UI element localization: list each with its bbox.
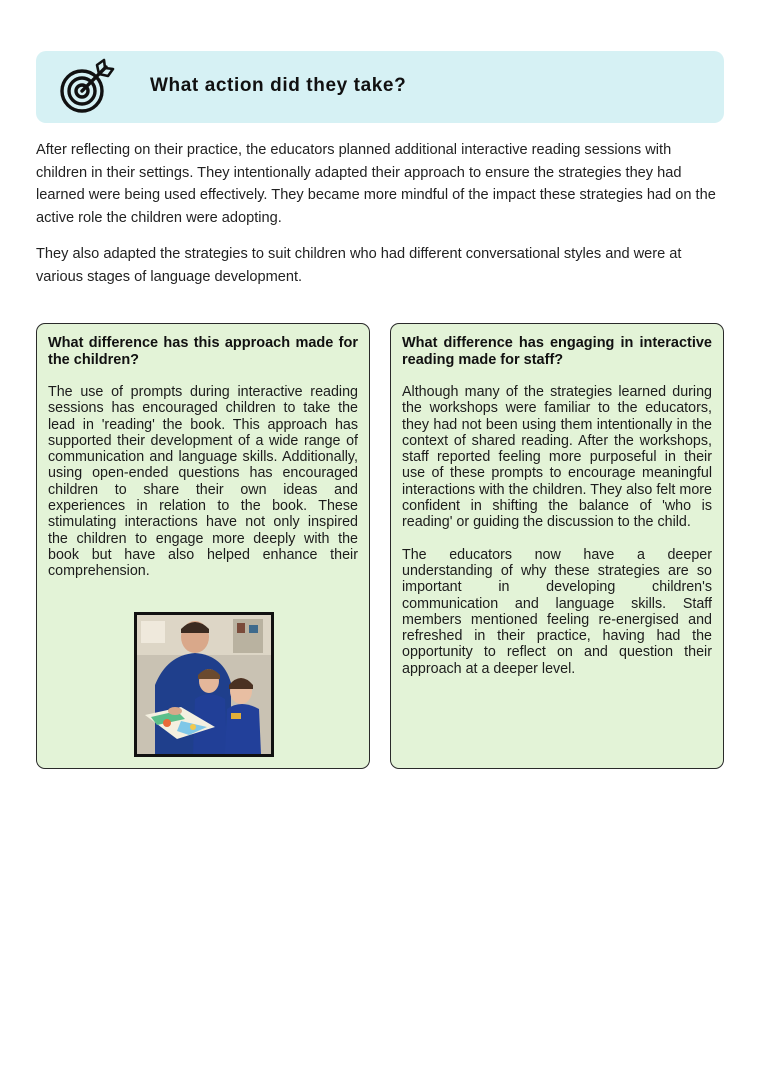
- children-impact-card: [36, 323, 370, 769]
- intro-paragraph: They also adapted the strategies to suit children who had different conversational styles and were at various stages of language development.: [36, 246, 682, 285]
- intro-text: [36, 139, 726, 302]
- card-paragraph: The educators now have a deeper understanding of why these strategies are so important in developing children's communication and language skills. Staff members mentioned feeling re-energised and refreshed in their practice, having had the opportunity to reflect on and question their approach at a deeper level.: [402, 546, 712, 677]
- target-arrow-icon: [56, 57, 116, 117]
- page-title: What action did they take?: [150, 75, 407, 96]
- header-banner: [36, 51, 724, 123]
- staff-impact-card: [390, 323, 724, 769]
- card-heading: What difference has engaging in interactive reading made for staff?: [402, 335, 712, 368]
- card-body: The use of prompts during interactive reading sessions has encouraged children to take the lead in 'reading' the book. This approach has supported their development of a wide range of communication and language skills. Additionally, using open-ended questions has encouraged children to share their own ideas and experiences in relation to the book. These stimulating interactions have not only inspired the children to engage more deeply with the book but have also helped enhance their comprehension.: [48, 384, 358, 580]
- card-heading: What difference has this approach made for the children?: [48, 335, 358, 368]
- card-paragraph: Although many of the strategies learned during the workshops were familiar to the educators, they had not been using them intentionally in the context of shared reading. After the workshops, staff reported feeling more purposeful in their use of these prompts to encourage meaningful interactions with the children. They also felt more confident in shifting the balance of 'who is reading' or guiding the discussion to the child.: [402, 384, 712, 531]
- educator-reading-with-children-photo: [134, 612, 274, 757]
- intro-paragraph: After reflecting on their practice, the educators planned additional interactive reading sessions with children in their settings. They intentionally adapted their approach to ensure the strategies they had learned were being used effectively. They became more mindful of the impact these strategies had on the active role the children were adopting.: [36, 142, 716, 226]
